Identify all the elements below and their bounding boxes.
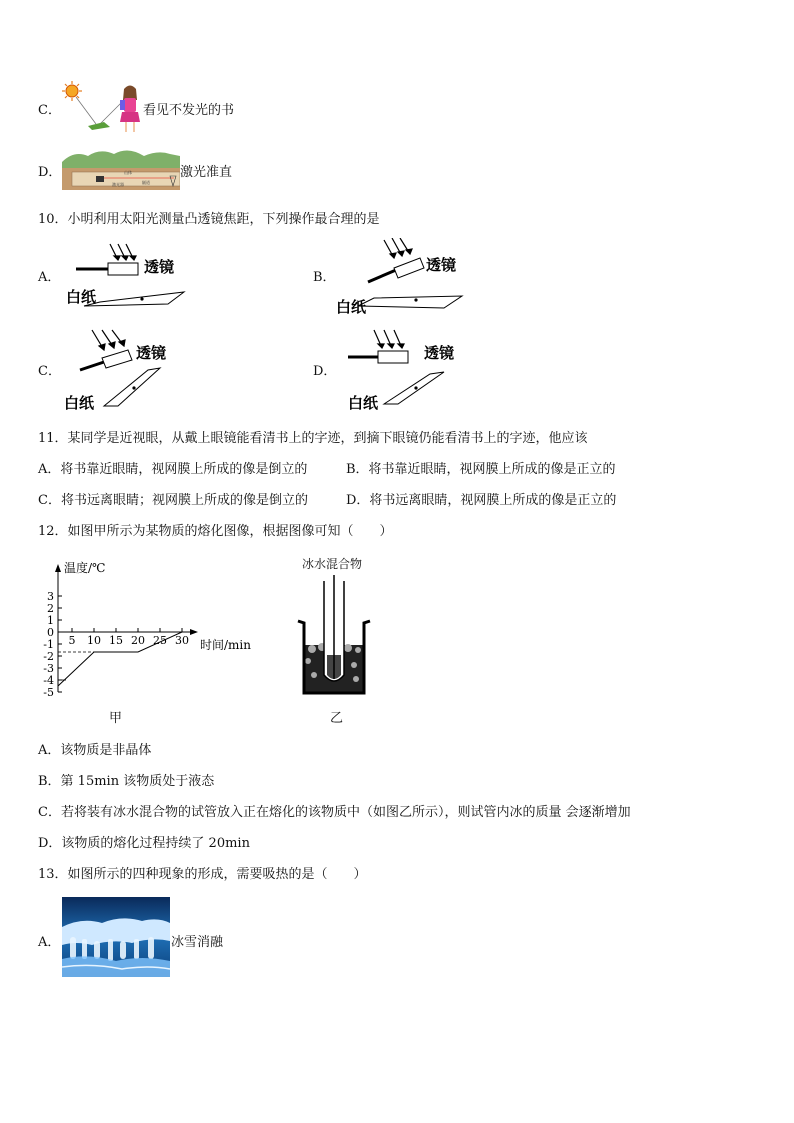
book-icon [88,122,110,130]
y-tick: -2 [43,650,54,663]
melting-graph [36,558,266,698]
y-tick: 3 [47,590,54,603]
white-paper [84,292,184,306]
svg-text:激光器: 激光器 [112,182,124,187]
svg-text:隧道: 隧道 [142,180,150,185]
laser-tunnel-illustration [62,148,180,190]
sun-icon [62,81,82,101]
option-label: C． [38,364,61,379]
y-tick: -4 [43,674,54,687]
svg-text:白纸: 白纸 [66,288,97,306]
svg-text:白纸: 白纸 [64,394,95,412]
x-tick: 5 [68,634,76,647]
y-tick: -3 [43,662,54,675]
figure-caption-yi: 乙 [330,711,344,726]
y-tick: 2 [47,602,54,615]
option-label: C． [38,103,61,118]
white-paper [358,296,462,308]
figure-caption-jia: 甲 [109,711,123,726]
beaker-label: 冰水混合物 [302,557,363,571]
option-b: B．第 15min 该物质处于液态 [38,774,215,789]
svg-text:透镜: 透镜 [426,256,457,274]
lens-icon [108,263,138,275]
option-c: C．将书远离眼睛；视网膜上所成的像是倒立的 [38,493,308,508]
x-axis-label: 时间/min [200,638,251,652]
option-b: B．将书靠近眼睛，视网膜上所成的像是正立的 [346,462,616,477]
reading-book-illustration [60,80,145,135]
lens-option-a-figure [64,242,194,310]
question-12-stem: 12．如图甲所示为某物质的熔化图像，根据图像可知（ ） [38,524,393,539]
option-c: C．若将装有冰水混合物的试管放入正在熔化的该物质中（如图乙所示），则试管内冰的质量 会逐渐增加 [38,805,631,820]
lens-handle [368,270,396,282]
x-tick: 20 [131,634,145,647]
svg-text:山体: 山体 [124,170,132,175]
svg-text:白纸: 白纸 [336,298,367,316]
lens-handle [80,362,104,370]
girl-figure [120,86,140,133]
white-paper [104,368,160,406]
option-text: 看见不发光的书 [143,103,235,118]
question-11-stem: 11．某同学是近视眼，从戴上眼镜能看清书上的字迹，到摘下眼镜仍能看清书上的字迹，他应该 [38,431,588,446]
y-tick: -1 [43,638,54,651]
option-a: A．该物质是非晶体 [38,743,152,758]
lens-option-d-figure [344,328,474,413]
x-tick: 15 [109,634,123,647]
option-label: D． [313,364,337,379]
option-a: A．将书靠近眼睛，视网膜上所成的像是倒立的 [38,462,308,477]
option-label: B． [313,270,336,285]
y-tick: 0 [47,626,54,639]
question-10-stem: 10．小明利用太阳光测量凸透镜焦距，下列操作最合理的是 [38,212,380,227]
lens-option-c-figure [64,328,194,413]
y-tick: -5 [43,686,54,698]
question-13-stem: 13．如图所示的四种现象的形成，需要吸热的是（ ） [38,867,367,882]
white-paper [384,372,444,404]
x-tick: 10 [87,634,101,647]
option-label: D． [38,165,62,180]
option-text: 冰雪消融 [171,935,224,950]
option-label: A． [38,935,61,950]
option-label: A． [38,270,61,285]
svg-text:透镜: 透镜 [144,258,175,276]
option-d: D．该物质的熔化过程持续了 20min [38,836,250,851]
laser-device-icon [96,176,104,182]
ice-snow-melting-photo [62,897,170,977]
x-tick: 25 [153,634,167,647]
lens-icon [102,350,132,368]
y-tick: 1 [47,614,54,627]
option-text: 激光准直 [180,165,233,180]
lens-icon [394,258,424,278]
lens-icon [378,351,408,363]
svg-text:透镜: 透镜 [136,344,167,362]
lens-option-b-figure [334,238,464,318]
x-tick: 30 [175,634,189,647]
y-axis-label: 温度/℃ [64,561,106,575]
option-d: D．将书远离眼睛，视网膜上所成的像是正立的 [346,493,617,508]
svg-text:白纸: 白纸 [348,394,379,412]
svg-text:透镜: 透镜 [424,344,455,362]
beaker-figure [294,575,378,699]
